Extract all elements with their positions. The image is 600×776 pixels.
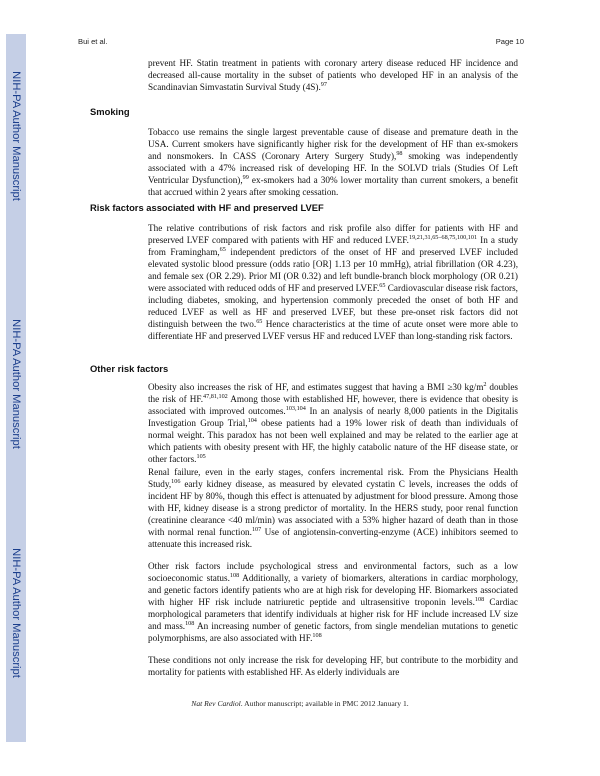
section-heading-smoking: Smoking (90, 106, 130, 117)
paragraph (148, 126, 518, 198)
text-run: An increasing number of genetic factors, from single mendelian mutations to genetic polymorphisms, are also associated with HF. (148, 621, 518, 644)
section-heading-other-risk-factors: Other risk factors (90, 363, 169, 374)
text-run: early kidney disease, as measured by elevated cystatin C levels, increases the odds of incident HF by 80%, though this effect is attenuated by adjustment for blood pressure. Among those with HF, kidney disease is a strong predictor of mortality. In the HERS study, poor renal function (creatinine clearance <40 ml/min) was associated with a 53% higher hazard of death than in those with normal renal function. (148, 479, 518, 538)
text-run: Additionally, a variety of biomarkers, alterations in cardiac morphology, and genetic factors identify patients who are at high risk for developing HF. Biomarkers associated with higher HF risk include natriuretic peptide and ultrasensitive troponin levels. (148, 573, 518, 608)
citation-superscript: 2 (483, 380, 487, 388)
page-number: Page 10 (495, 37, 524, 46)
text-run: doubles the risk of HF. (148, 382, 518, 405)
citation-superscript: 65 (219, 246, 226, 254)
text-run: The relative contributions of risk factors and risk profile also differ for patients with HF and preserved LVEF compared with patients with HF and reduced LVEF. (148, 223, 518, 246)
text-run: Hence characteristics at the time of acute onset were more able to differentiate HF and preserved LVEF versus HF and reduced LVEF than long-standing risk factors. (148, 319, 518, 342)
page-footer (0, 699, 600, 708)
footer-note: . Author manuscript; available in PMC 2012 January 1. (240, 699, 409, 708)
citation-superscript: 103,104 (285, 405, 306, 413)
citation-superscript: 108 (312, 632, 322, 640)
citation-superscript: 108 (474, 596, 485, 604)
citation-superscript: 65 (379, 282, 386, 290)
text-run: Use of angiotensin-converting-enzyme (ACE) inhibitors seemed to attenuate this increased risk. (148, 527, 518, 550)
citation-superscript: 65 (256, 318, 263, 326)
paragraph (148, 222, 518, 342)
citation-superscript: 47,81,102 (203, 392, 228, 400)
running-head-author: Bui et al. (78, 37, 108, 46)
citation-superscript: 107 (251, 526, 262, 534)
citation-superscript: 106 (171, 477, 181, 485)
paragraph (148, 654, 518, 678)
text-run: In a study from Framingham, (148, 235, 518, 258)
text-run: prevent HF. Statin treatment in patients with coronary artery disease reduced HF incidence and decreased all-cause mortality in the subset of patients who developed HF in an analysis of the Scandinavian Simvastatin Survival Study (4S). (148, 58, 518, 93)
citation-superscript: 108 (185, 620, 195, 628)
text-run: smoking was independently associated with a 47% increased risk of developing HF. In the SOLVD trials (Studies Of Left Ventricular Dysfunction), (148, 151, 518, 186)
citation-superscript: 104 (247, 417, 257, 425)
text-run: In an analysis of nearly 8,000 patients in the Digitalis Investigation Group Trial, (148, 406, 519, 429)
citation-superscript: 98 (396, 150, 403, 158)
text-run: Tobacco use remains the single largest preventable cause of disease and premature death in the USA. Current smokers have significantly higher risk for the development of HF than ex-smokers and nonsmokers. In CASS (Coronary Artery Surgery Study), (148, 127, 518, 162)
text-run: Cardiac morphological parameters that identify individuals at higher risk for HF include increased LV size and mass. (148, 597, 518, 632)
text-run: obese patients had a 19% lower risk of death than individuals of normal weight. This paradox has not been well explained and may be related to the earlier age at which patients with obesity present with HF, the highly catabolic nature of the HF disease state, or other factors. (148, 418, 518, 465)
citation-superscript: 97 (320, 81, 327, 89)
text-run: Renal failure, even in the early stages, confers incremental risk. From the Physicians Health Study, (148, 467, 518, 490)
text-run: Cardiovascular disease risk factors, including diabetes, smoking, and hypertension commonly preceded the onset of both HF and reduced LVEF as well as HF and preserved LVEF, but these pre-onset risk factors did not distinguish between the two. (148, 283, 518, 330)
paragraph (148, 381, 518, 465)
paragraph (148, 57, 518, 93)
journal-name: Nat Rev Cardiol (191, 699, 241, 708)
text-run: independent predictors of the onset of HF and preserved LVEF included elevated systolic blood pressure (odds ratio [OR] 1.13 per 10 mmHg), atrial fibrillation (OR 4.23), and female sex (OR 2.29). Prior MI (OR 0.32) and left bundle-branch block morphology (OR 0.21) were associated with reduced odds of HF and preserved LVEF. (148, 247, 519, 294)
text-run: Other risk factors include psychological stress and environmental factors, such as a low socioeconomic status. (148, 561, 518, 584)
text-run: Among those with established HF, however, there is evidence that obesity is associated with improved outcomes. (148, 394, 518, 417)
citation-superscript: 99 (242, 174, 249, 182)
text-run: ex-smokers had a 30% lower mortality than current smokers, a benefit that accrued within 2 years after smoking cessation. (148, 175, 518, 198)
text-run: Obesity also increases the risk of HF, and estimates suggest that having a BMI ≥30 kg/m (148, 382, 484, 392)
citation-superscript: 19,21,31,65–68,75,100,101 (408, 233, 478, 241)
section-heading-preserved-lvef: Risk factors associated with HF and preserved LVEF (90, 202, 324, 213)
paragraph (148, 466, 518, 550)
citation-superscript: 105 (196, 453, 206, 461)
citation-superscript: 108 (229, 571, 240, 579)
paragraph (148, 560, 518, 644)
text-run: These conditions not only increase the risk for developing HF, but contribute to the morbidity and mortality for patients with established HF. As elderly individuals are (148, 655, 518, 678)
